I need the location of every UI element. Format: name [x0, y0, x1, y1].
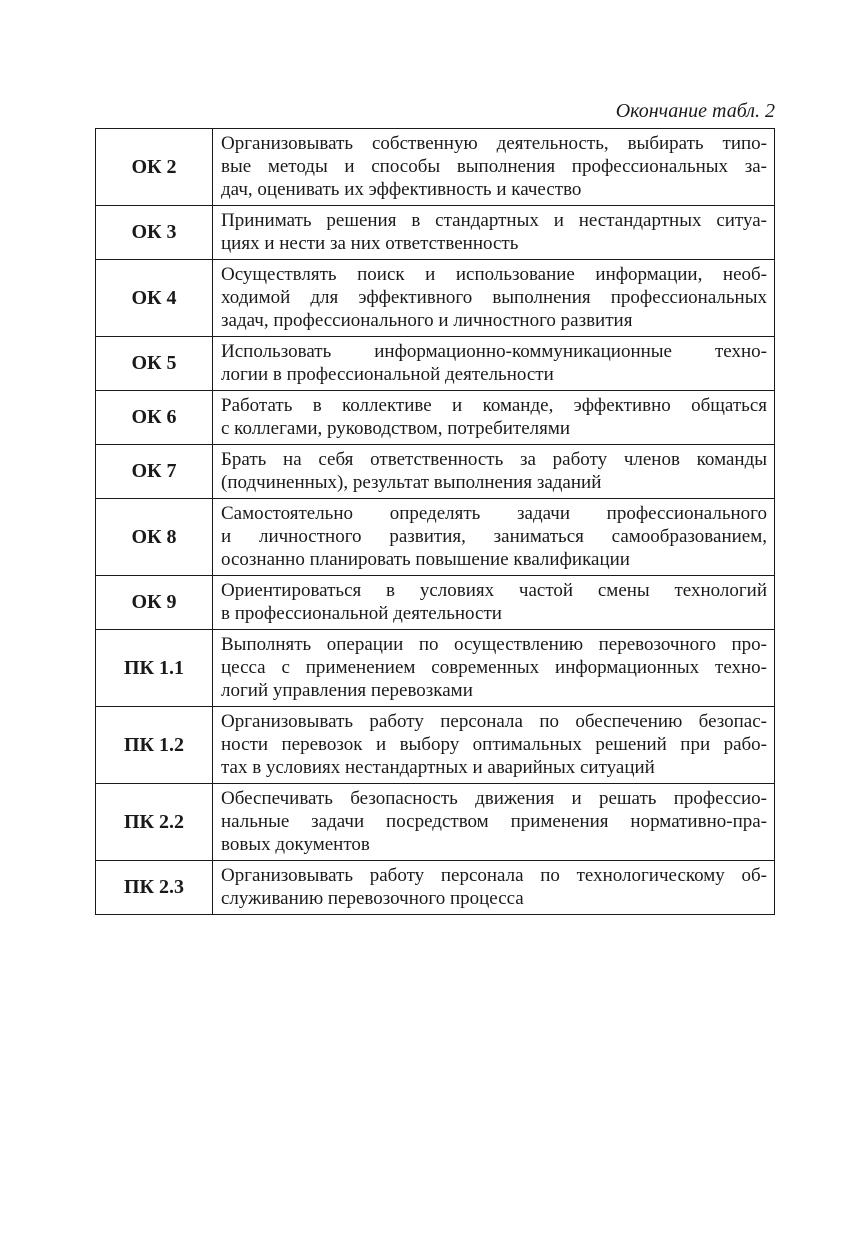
description-line: вовых документов: [221, 834, 370, 855]
table-row: [96, 499, 775, 576]
competency-code: ОК 2: [96, 129, 213, 206]
description-line: циях и нести за них ответственность: [221, 233, 519, 254]
description-line: Осуществлять поиск и использование информации, необ-: [221, 264, 767, 285]
description-line: Обеспечивать безопасность движения и решать профессио-: [221, 788, 767, 809]
description-line: Использовать информационно-коммуникационные техно-: [221, 341, 767, 362]
competency-table: [95, 128, 775, 915]
competency-code: ПК 2.2: [96, 784, 213, 861]
table-caption: Окончание табл. 2: [615, 100, 775, 122]
competency-description: [213, 784, 775, 861]
table-row: [96, 206, 775, 260]
description-line: и личностного развития, заниматься самообразованием,: [221, 526, 767, 547]
description-line: ности перевозок и выбору оптимальных решений при рабо-: [221, 734, 767, 755]
table-row: [96, 784, 775, 861]
table-row: [96, 707, 775, 784]
competency-description: [213, 630, 775, 707]
description-line: ходимой для эффективного выполнения профессиональных: [221, 287, 767, 308]
competency-table-body: [96, 129, 775, 915]
description-line: Работать в коллективе и команде, эффективно общаться: [221, 395, 767, 416]
table-row: [96, 445, 775, 499]
competency-code: ОК 3: [96, 206, 213, 260]
description-line: вые методы и способы выполнения профессиональных за-: [221, 156, 767, 177]
competency-description: [213, 129, 775, 206]
description-line: Самостоятельно определять задачи профессионального: [221, 503, 767, 524]
table-row: [96, 391, 775, 445]
description-line: логий управления перевозками: [221, 680, 473, 701]
description-line: служиванию перевозочного процесса: [221, 888, 524, 909]
description-line: Ориентироваться в условиях частой смены технологий: [221, 580, 767, 601]
description-line: Организовывать работу персонала по технологическому об-: [221, 865, 767, 886]
table-row: [96, 576, 775, 630]
description-line: в профессиональной деятельности: [221, 603, 502, 624]
description-line: тах в условиях нестандартных и аварийных ситуаций: [221, 757, 655, 778]
description-line: Брать на себя ответственность за работу членов команды: [221, 449, 767, 470]
competency-description: [213, 206, 775, 260]
competency-description: [213, 391, 775, 445]
description-line: дач, оценивать их эффективность и качество: [221, 179, 582, 200]
table-row: [96, 337, 775, 391]
competency-code: ОК 6: [96, 391, 213, 445]
competency-code: ОК 5: [96, 337, 213, 391]
description-line: цесса с применением современных информационных техно-: [221, 657, 767, 678]
competency-code: ПК 1.1: [96, 630, 213, 707]
competency-description: [213, 445, 775, 499]
description-line: Выполнять операции по осуществлению перевозочного про-: [221, 634, 767, 655]
competency-description: [213, 576, 775, 630]
description-line: нальные задачи посредством применения нормативно-пра-: [221, 811, 767, 832]
competency-code: ОК 8: [96, 499, 213, 576]
competency-code: ОК 9: [96, 576, 213, 630]
description-line: задач, профессионального и личностного развития: [221, 310, 633, 331]
table-row: [96, 260, 775, 337]
competency-description: [213, 499, 775, 576]
competency-description: [213, 861, 775, 915]
competency-code: ОК 7: [96, 445, 213, 499]
description-line: Организовывать собственную деятельность, выбирать типо-: [221, 133, 767, 154]
description-line: логии в профессиональной деятельности: [221, 364, 554, 385]
description-line: осознанно планировать повышение квалификации: [221, 549, 630, 570]
description-line: с коллегами, руководством, потребителями: [221, 418, 571, 439]
description-line: (подчиненных), результат выполнения заданий: [221, 472, 602, 493]
table-row: [96, 630, 775, 707]
competency-code: ОК 4: [96, 260, 213, 337]
table-row: [96, 861, 775, 915]
competency-description: [213, 707, 775, 784]
table-row: [96, 129, 775, 206]
competency-description: [213, 337, 775, 391]
description-line: Организовывать работу персонала по обеспечению безопас-: [221, 711, 767, 732]
competency-code: ПК 2.3: [96, 861, 213, 915]
competency-description: [213, 260, 775, 337]
description-line: Принимать решения в стандартных и нестандартных ситуа-: [221, 210, 767, 231]
competency-code: ПК 1.2: [96, 707, 213, 784]
